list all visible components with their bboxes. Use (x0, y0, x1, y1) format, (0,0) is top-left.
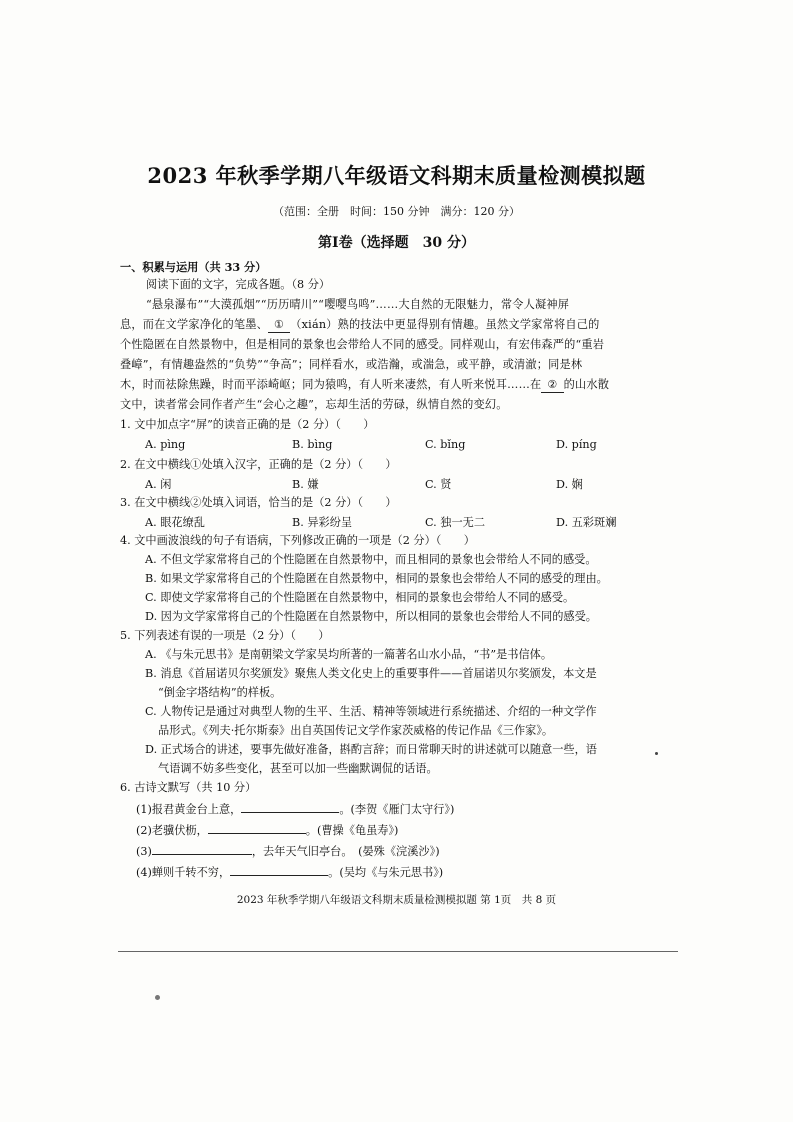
reading-instruction: 阅读下面的文字，完成各题。（8 分） (146, 278, 331, 291)
option-continuation: 品形式。《列夫·托尔斯泰》出自英国传记文学作家茨威格的传记作品《三作家》。 (158, 724, 554, 737)
poem-line (136, 843, 440, 859)
option[interactable]: B. 异彩纷呈 (292, 516, 353, 529)
fill-blank[interactable] (208, 822, 306, 834)
option[interactable]: A. pìng (145, 438, 186, 451)
page-footer: 2023 年秋季学期八年级语文科期末质量检测模拟题 第 1页 共 8 页 (236, 894, 557, 906)
option[interactable]: B. 嫌 (292, 478, 319, 491)
option[interactable]: B. 消息《首届诺贝尔奖颁发》聚焦人类文化史上的重要事件——首届诺贝尔奖颁发，本文是 (145, 667, 597, 680)
passage-line: 叠嶂”，有情趣盎然的“负势”“争高”；同样看水，或浩瀚，或湍急，或平静，或清澈；同是林 (120, 358, 583, 371)
passage-text: 的山水散 (563, 378, 610, 391)
exam-title: 2023 年秋季学期八年级语文科期末质量检测模拟题 (147, 163, 646, 188)
option[interactable]: A. 眼花缭乱 (145, 516, 205, 529)
option[interactable]: C. bǐng (425, 438, 466, 451)
question-1-stem: 1. 文中加点字“屏”的读音正确的是（2 分）（ ） (120, 418, 375, 431)
exam-subtitle: （范围：全册 时间：150 分钟 满分：120 分） (273, 205, 520, 218)
option[interactable]: C. 贤 (425, 478, 452, 491)
passage-line (120, 378, 609, 393)
option[interactable]: A. 闲 (145, 478, 172, 491)
question-4-stem: 4. 文中画波浪线的句子有语病，下列修改正确的一项是（2 分）（ ） (120, 534, 475, 547)
passage-line: “悬泉瀑布”“大漠孤烟”“历历晴川”“嘤嘤鸟鸣”……大自然的无限魅力，常令人凝神屏 (146, 298, 570, 311)
passage-text: 木，时而祛除焦躁，时而平添崎岖；同为猿鸣，有人听来凄然，有人听来悦耳……在 (120, 378, 542, 391)
option[interactable]: C. 人物传记是通过对典型人物的生平、生活、精神等领域进行系统描述、介绍的一种文学作 (145, 705, 597, 718)
poem-source: 。(曹操《龟虽寿》) (305, 824, 399, 837)
question-5-stem: 5. 下列表述有误的一项是（2 分）（ ） (120, 629, 330, 642)
option[interactable]: D. 正式场合的讲述，要事先做好准备，斟酌言辞；而日常聊天时的讲述就可以随意一些，语 (145, 743, 597, 756)
poem-line (136, 864, 443, 880)
blank-1: ① (268, 318, 290, 333)
option[interactable]: C. 独一无二 (425, 516, 486, 529)
option[interactable]: A. 《与朱元思书》是南朝梁文学家吴均所著的一篇著名山水小品，“书”是书信体。 (145, 648, 553, 661)
option[interactable]: B. bìng (292, 438, 333, 451)
option[interactable]: D. píng (556, 438, 597, 451)
part-heading: 第Ⅰ卷（选择题 30 分） (318, 235, 475, 251)
poem-line (136, 822, 398, 838)
poem-text: (3) (136, 845, 152, 858)
poem-source: 。(吴均《与朱元思书》) (328, 866, 444, 879)
poem-text: (4)蝉则千转不穷， (136, 866, 231, 879)
option[interactable]: B. 如果文学家常将自己的个性隐匿在自然景物中，相同的景象也会带给人不同的感受的理由。 (145, 572, 608, 585)
option[interactable]: D. 娴 (556, 478, 583, 491)
passage-text: （xián）熟的技法中更显得别有情趣。虽然文学家常将自己的 (290, 318, 600, 331)
poem-line (136, 801, 454, 817)
poem-text: (2)老骥伏枥， (136, 824, 208, 837)
passage-line: 个性隐匿在自然景物中，但是相同的景象也会带给人不同的感受。同样观山，有宏伟森严的“重岩 (120, 338, 605, 351)
scan-speck (655, 752, 658, 755)
passage-line: 文中，读者常会同作者产生“会心之趣”，忘却生活的劳碌，纵情自然的变幻。 (120, 398, 508, 411)
question-2-stem: 2. 在文中横线①处填入汉字，正确的是（2 分）（ ） (120, 458, 397, 471)
option[interactable]: D. 因为文学家常将自己的个性隐匿在自然景物中，所以相同的景象也会带给人不同的感受。 (145, 610, 597, 623)
scan-mark (155, 995, 160, 1000)
page-divider (118, 951, 678, 952)
question-6-stem: 6. 古诗文默写（共 10 分） (120, 781, 257, 794)
fill-blank[interactable] (230, 864, 328, 876)
option-continuation: 气语调不妨多些变化，甚至可以加一些幽默调侃的话语。 (158, 762, 438, 775)
poem-text: (1)报君黄金台上意， (136, 803, 242, 816)
poem-source: 。(李贺《雁门太守行》) (339, 803, 455, 816)
passage-text: 息，而在文学家净化的笔墨、 (120, 318, 269, 331)
question-3-stem: 3. 在文中横线②处填入词语，恰当的是（2 分）（ ） (120, 496, 397, 509)
section-heading: 一、积累与运用（共 33 分） (120, 260, 267, 274)
option[interactable]: A. 不但文学家常将自己的个性隐匿在自然景物中，而且相同的景象也会带给人不同的感受。 (145, 553, 597, 566)
fill-blank[interactable] (152, 843, 252, 855)
option[interactable]: D. 五彩斑斓 (556, 516, 617, 529)
poem-source: ，去年天气旧亭台。 (晏殊《浣溪沙》) (251, 845, 440, 858)
fill-blank[interactable] (241, 801, 339, 813)
option[interactable]: C. 即使文学家常将自己的个性隐匿在自然景物中，相同的景象也会带给人不同的感受。 (145, 591, 575, 604)
passage-line (120, 318, 600, 333)
blank-2: ② (541, 378, 563, 393)
option-continuation: “倒金字塔结构”的样板。 (158, 686, 282, 699)
